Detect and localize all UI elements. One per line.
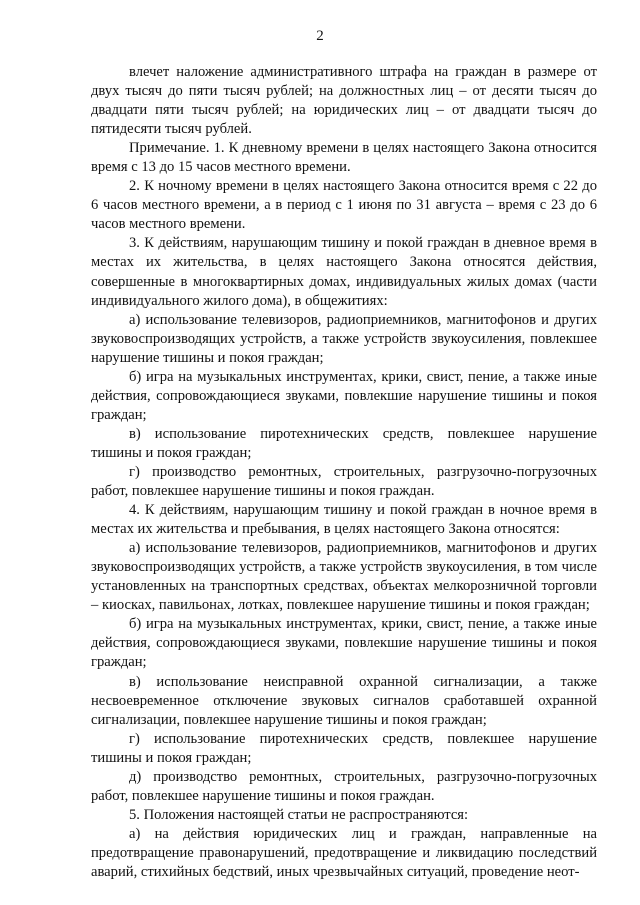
list-item-daytime-b: б) игра на музыкальных инструментах, крики, свист, пение, а также иные действия, сопровождающиеся звуками, повлекшие нарушение тишины и покоя граждан; <box>91 368 597 423</box>
list-item-daytime-c: в) использование пиротехнических средств, повлекшее нарушение тишины и покоя граждан; <box>91 425 597 461</box>
paragraph-exceptions: 5. Положения настоящей статьи не распространяются: <box>129 806 469 823</box>
page-number: 2 <box>316 28 324 44</box>
paragraph-fine-amounts: влечет наложение административного штрафа на граждан в размере от двух тысяч до пяти тысяч рублей; на должностных лиц – от десяти тысяч до двадцати пяти тысяч рублей; на юридических лиц – от двадцати тысяч до пятидесяти тысяч рублей. <box>91 64 597 138</box>
paragraph-nighttime-actions: 4. К действиям, нарушающим тишину и покой граждан в ночное время в местах их жительства и пребывания, в целях настоящего Закона относятся: <box>91 502 597 538</box>
list-item-exceptions-a: а) на действия юридических лиц и граждан, направленные на предотвращение правонарушений, предотвращение и ликвидацию последствий аварий, стихийных бедствий, иных чрезвычайных ситуаций, проведение неот- <box>91 825 597 880</box>
list-item-nighttime-d: г) использование пиротехнических средств, повлекшее нарушение тишины и покоя граждан; <box>91 730 597 766</box>
list-item-nighttime-b: б) игра на музыкальных инструментах, крики, свист, пение, а также иные действия, сопровождающиеся звуками, повлекшие нарушение тишины и покоя граждан; <box>91 616 597 671</box>
list-item-daytime-a: а) использование телевизоров, радиоприемников, магнитофонов и других звуковоспроизводящих устройств, а также устройств звукоусиления, повлекшее нарушение тишины и покоя граждан; <box>91 311 597 366</box>
list-item-nighttime-a: а) использование телевизоров, радиоприемников, магнитофонов и других звуковоспроизводящих устройств, а также устройств звукоусиления, в том числе установленных на транспортных средствах, объектах мелкорозничной торговли – киосках, павильонах, лотках, повлекшее нарушение тишины и покоя граждан; <box>91 540 597 614</box>
document-body <box>91 63 597 882</box>
list-item-daytime-d: г) производство ремонтных, строительных, разгрузочно-погрузочных работ, повлекшее нарушение тишины и покоя граждан. <box>91 463 597 500</box>
list-item-nighttime-c: в) использование неисправной охранной сигнализации, а также несвоевременное отключение звуковых сигналов сработавшей охранной сигнализации, повлекшее нарушение тишины и покоя граждан; <box>91 673 597 728</box>
list-item-nighttime-e: д) производство ремонтных, строительных, разгрузочно-погрузочных работ, повлекшее нарушение тишины и покоя граждан. <box>91 768 597 804</box>
paragraph-note-daytime: Примечание. 1. К дневному времени в целях настоящего Закона относится время с 13 до 15 часов местного времени. <box>91 140 597 176</box>
paragraph-note-nighttime: 2. К ночному времени в целях настоящего Закона относится время с 22 до 6 часов местного времени, а в период с 1 июня по 31 августа – время с 23 до 6 часов местного времени. <box>91 178 597 233</box>
paragraph-daytime-actions: 3. К действиям, нарушающим тишину и покой граждан в дневное время в местах их жительства, в целях настоящего Закона относятся действия, совершенные в многоквартирных домах, индивидуальных жилых домах (части индивидуального жилого дома), в общежитиях: <box>91 235 597 309</box>
